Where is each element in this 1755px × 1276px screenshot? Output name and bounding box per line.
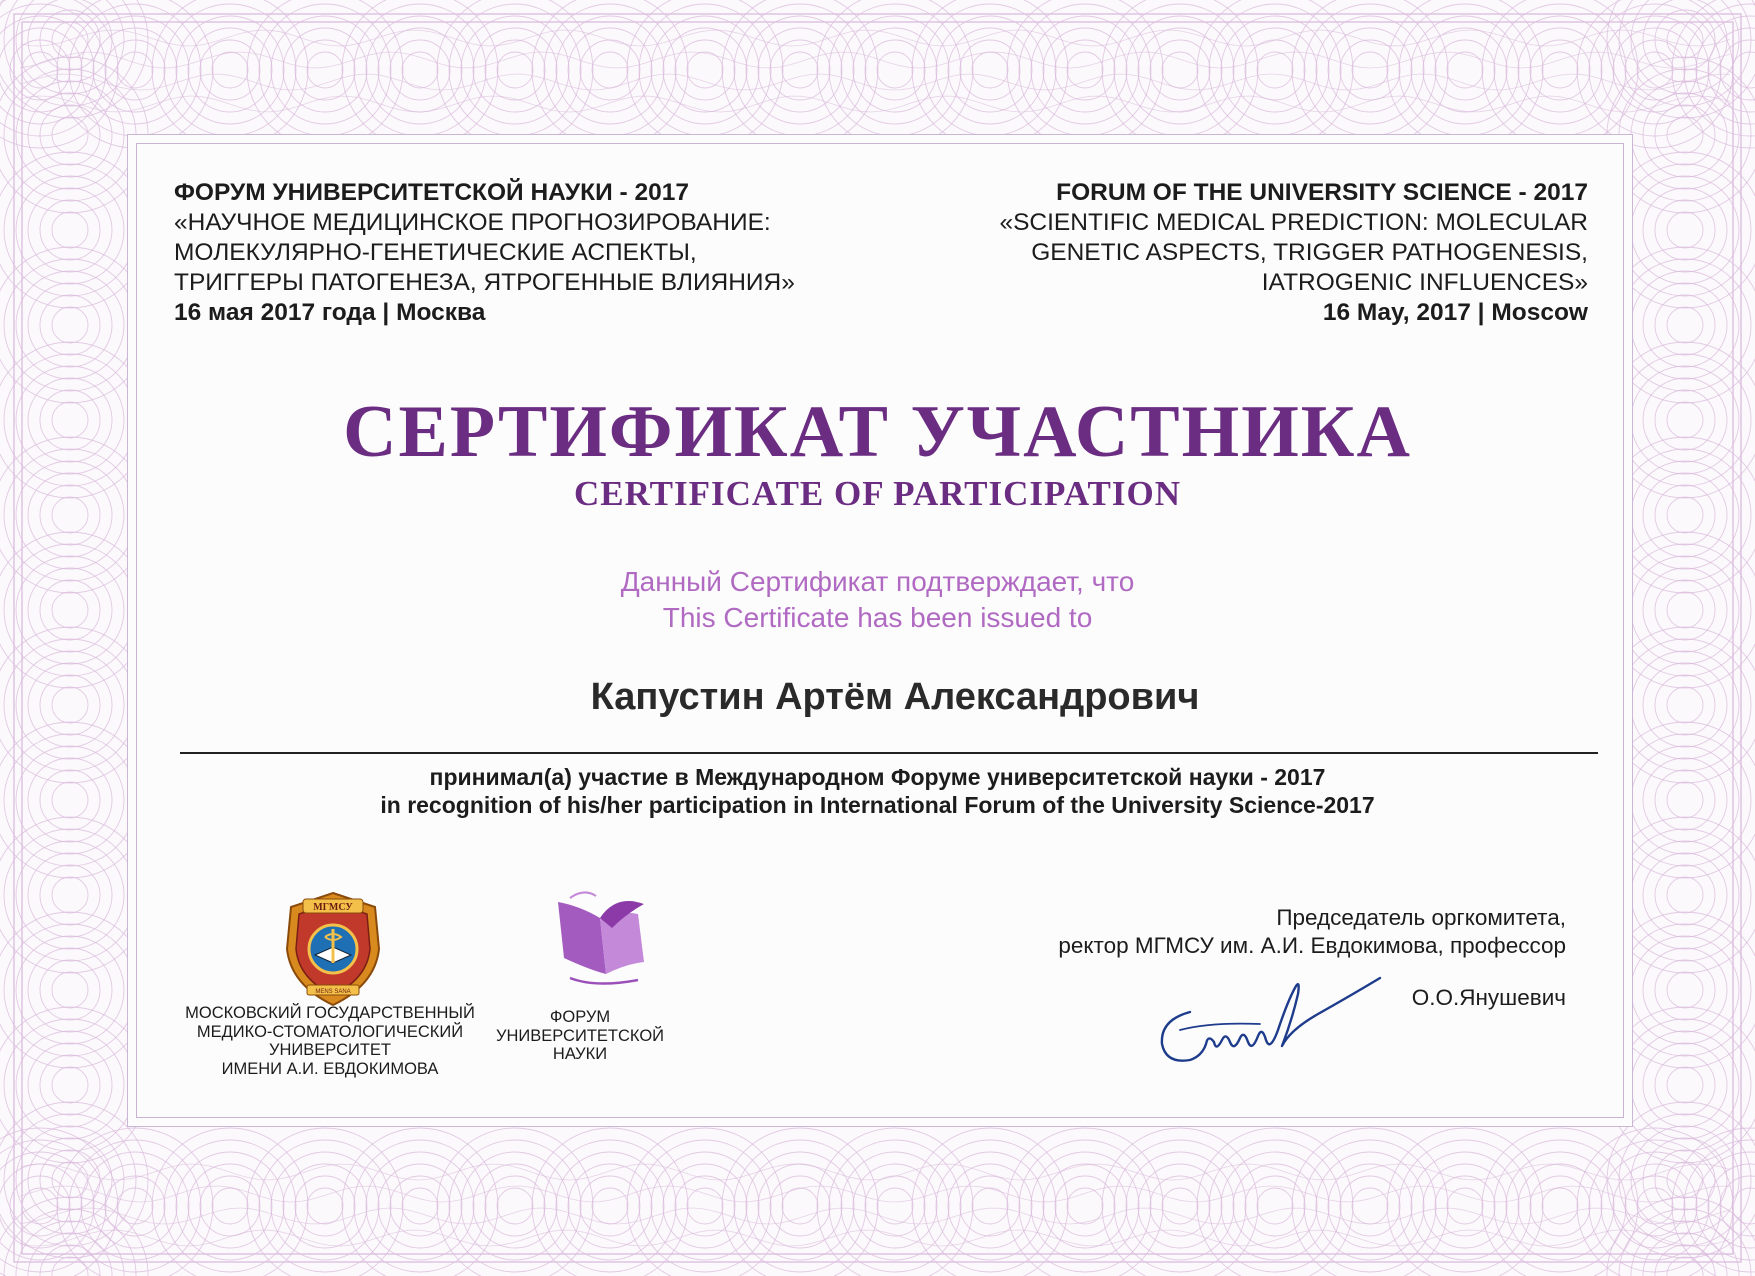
forum-name-line-2: УНИВЕРСИТЕТСКОЙ — [495, 1026, 665, 1045]
certificate-title-ru: СЕРТИФИКАТ УЧАСТНИКА — [343, 391, 1412, 473]
university-emblem-icon — [279, 889, 387, 1009]
signatory-title — [950, 904, 1566, 960]
university-name-line-1: МОСКОВСКИЙ ГОСУДАРСТВЕННЫЙ — [185, 1004, 475, 1022]
forum-name-line-3: НАУКИ — [552, 1045, 608, 1063]
participation-text-en: in recognition of his/her participation in International Forum of the University Science-2017 — [380, 792, 1375, 818]
theme-ru-line-1: «НАУЧНОЕ МЕДИЦИНСКОЕ ПРОГНОЗИРОВАНИЕ: — [174, 209, 771, 236]
forum-name — [490, 1008, 670, 1064]
university-name-line-4: ИМЕНИ А.И. ЕВДОКИМОВА — [221, 1059, 439, 1078]
date-place-ru: 16 мая 2017 года | Москва — [174, 299, 486, 326]
confirmation-text-en: This Certificate has been issued to — [662, 602, 1093, 633]
header-english — [900, 178, 1588, 328]
date-place-en: 16 May, 2017 | Moscow — [1322, 299, 1588, 326]
certificate-title-en: CERTIFICATE OF PARTICIPATION — [574, 474, 1181, 513]
signatory-title-line-2: ректор МГМСУ им. А.И. Евдокимова, профессор — [1058, 933, 1566, 958]
theme-en-line-1: «SCIENTIFIC MEDICAL PREDICTION: MOLECULAR — [999, 209, 1588, 236]
emblem-motto: MENS SANA — [315, 989, 351, 995]
header-russian — [174, 178, 954, 328]
theme-en-line-3: IATROGENIC INFLUENCES» — [1261, 269, 1588, 296]
theme-en-line-2: GENETIC ASPECTS, TRIGGER PATHOGENESIS, — [1031, 239, 1588, 266]
signatory-name: О.О.Янушевич — [1411, 985, 1566, 1010]
forum-name-line-1: ФОРУМ — [549, 1008, 611, 1026]
signatory-title-line-1: Председатель оргкомитета, — [1276, 905, 1566, 930]
forum-book-logo-icon — [540, 884, 652, 992]
forum-title-ru: ФОРУМ УНИВЕРСИТЕТСКОЙ НАУКИ - 2017 — [174, 179, 689, 206]
forum-title-en: FORUM OF THE UNIVERSITY SCIENCE - 2017 — [1056, 179, 1588, 206]
handwritten-signature-icon — [1150, 960, 1390, 1080]
theme-ru-line-2: МОЛЕКУЛЯРНО-ГЕНЕТИЧЕСКИЕ АСПЕКТЫ, — [174, 239, 697, 266]
university-name-line-3: УНИВЕРСИТЕТ — [268, 1041, 392, 1059]
emblem-label: МГМСУ — [313, 902, 353, 913]
confirmation-text-ru: Данный Сертификат подтверждает, что — [620, 566, 1135, 597]
university-name-line-2: МЕДИКО-СТОМАТОЛОГИЧЕСКИЙ — [196, 1022, 464, 1041]
participation-text-ru: принимал(а) участие в Международном Форуме университетской науки - 2017 — [429, 764, 1326, 790]
theme-ru-line-3: ТРИГГЕРЫ ПАТОГЕНЕЗА, ЯТРОГЕННЫЕ ВЛИЯНИЯ» — [174, 269, 795, 296]
recipient-name: Капустин Артём Александрович — [590, 676, 1200, 718]
name-underline — [180, 752, 1598, 754]
university-name — [170, 1004, 490, 1078]
